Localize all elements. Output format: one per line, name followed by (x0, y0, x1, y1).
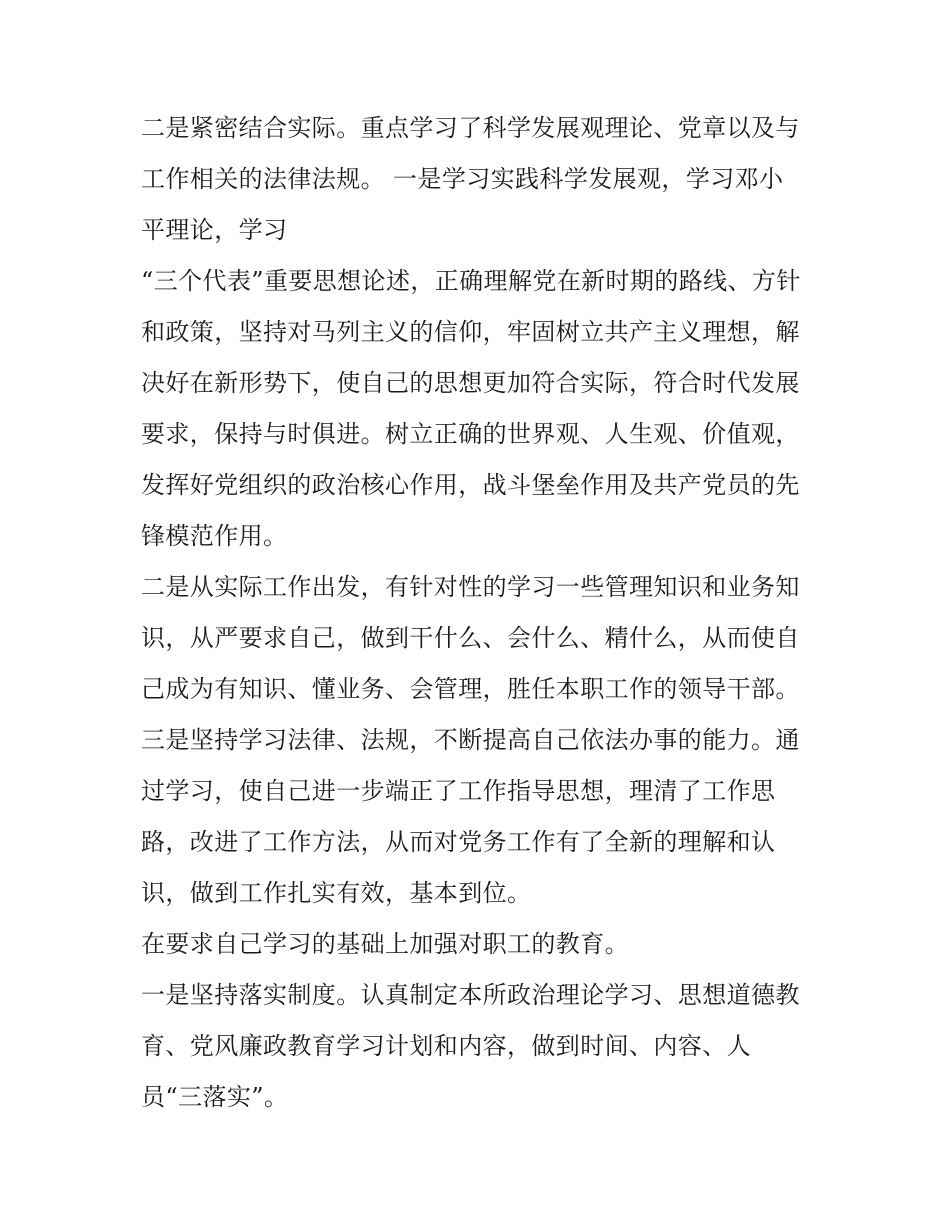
text-line: 二是紧密结合实际。重点学习了科学发展观理论、党章以及与 (141, 114, 800, 142)
text-line: 决好在新形势下，使自己的思想更加符合实际，符合时代发展 (141, 369, 800, 397)
text-line: 一是坚持落实制度。认真制定本所政治理论学习、思想道德教 (141, 981, 800, 1009)
text-line: 发挥好党组织的政治核心作用，战斗堡垒作用及共产党员的先 (141, 471, 800, 499)
text-line: 己成为有知识、懂业务、会管理，胜任本职工作的领导干部。 (141, 675, 800, 703)
text-line: 育、党风廉政教育学习计划和内容，做到时间、内容、人 (141, 1032, 751, 1060)
text-line: 路，改进了工作方法，从而对党务工作有了全新的理解和认 (141, 828, 776, 856)
text-line: 在要求自己学习的基础上加强对职工的教育。 (141, 930, 629, 958)
text-line: 员“三落实”。 (141, 1083, 289, 1111)
text-line: “三个代表”重要思想论述，正确理解党在新时期的路线、方针 (141, 267, 801, 295)
text-line: 要求，保持与时俱进。树立正确的世界观、人生观、价值观， (141, 420, 800, 448)
text-line: 工作相关的法律法规。 一是学习实践科学发展观，学习邓小 (141, 165, 784, 193)
text-line: 和政策，坚持对马列主义的信仰，牢固树立共产主义理想，解 (141, 318, 800, 346)
text-line: 过学习，使自己进一步端正了工作指导思想，理清了工作思 (141, 777, 776, 805)
text-line: 二是从实际工作出发，有针对性的学习一些管理知识和业务知 (141, 573, 800, 601)
text-line: 平理论，学习 (141, 216, 288, 244)
document-body (141, 103, 821, 1123)
text-line: 识，从严要求自己，做到干什么、会什么、精什么，从而使自 (141, 624, 800, 652)
text-line: 识，做到工作扎实有效，基本到位。 (141, 879, 532, 907)
text-line: 锋模范作用。 (141, 522, 288, 550)
text-line: 三是坚持学习法律、法规，不断提高自己依法办事的能力。通 (141, 726, 800, 754)
